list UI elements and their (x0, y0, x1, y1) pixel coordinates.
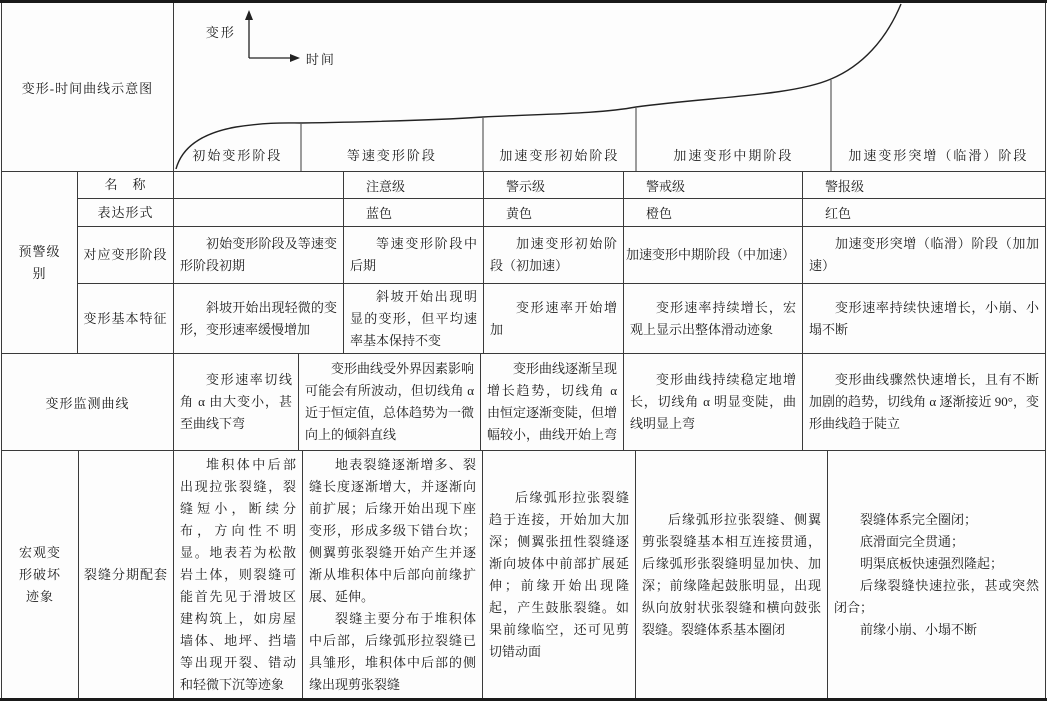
warning-group-label: 预警级别 (18, 243, 61, 281)
row-label-name: 名 称 (104, 177, 147, 192)
color-cell-2: 蓝色 (343, 199, 483, 226)
paragraph: 裂缝体系完全圈闭； (860, 511, 978, 527)
feature-cell-1: 斜坡开始出现轻微的变形，变形速率缓慢增加 (173, 284, 343, 353)
paragraph: 后缘弧形拉张裂缝、侧翼剪张裂缝基本相互连接贯通，后缘弧形张裂缝明显加快、加深；前缘隆起鼓胀明显，出现纵向放射状张裂缝和横向鼓张裂缝。裂缝体系基本圈闭 (642, 511, 821, 637)
y-axis-arrow (245, 10, 253, 20)
crack-cell-1 (173, 451, 302, 698)
paragraph: 前缘小崩、小塌不断 (860, 621, 978, 637)
name-cell-5: 警报级 (802, 172, 1045, 198)
macro-group-label: 宏观变形破坏迹象 (18, 544, 61, 604)
deformation-time-plot (173, 3, 1045, 171)
monitoring-curve-row (2, 353, 1045, 450)
warning-name-row (78, 172, 1045, 198)
paragraph: 明渠底板快速强烈隆起； (860, 555, 1004, 571)
stage-label-accel-early: 加速变形初始阶段 (499, 148, 620, 163)
color-cell-3: 黄色 (483, 199, 623, 226)
stage-cell-4: 加速变形中期阶段（中加速） (623, 227, 802, 283)
paragraph: 底滑面完全贯通； (860, 533, 965, 549)
crack-cell-5 (827, 451, 1045, 698)
stage-label-constant: 等速变形阶段 (346, 148, 437, 163)
paragraph: 后缘弧形拉张裂缝趋于连接，开始加大加深；侧翼张扭性裂缝逐渐向坡体中前部扩展延伸；前缘开始出现隆起，产生鼓胀裂缝。如果前缘临空，还可见剪切错动面 (489, 489, 629, 659)
name-cell-1 (173, 172, 343, 198)
color-cell-5: 红色 (802, 199, 1045, 226)
paragraph: 裂缝主要分布于堆积体中后部，后缘弧形拉裂缝已具雏形，堆积体中后部的侧缘出现剪张裂缝 (309, 610, 476, 692)
crack-cell-2 (302, 451, 482, 698)
y-axis-label: 变形 (205, 25, 236, 40)
diagram-row-label: 变形-时间曲线示意图 (21, 80, 154, 96)
row-label-expression: 表达形式 (97, 204, 154, 220)
crack-cell-4 (635, 451, 827, 698)
table-frame (1, 3, 1046, 698)
name-cell-4: 警戒级 (623, 172, 802, 198)
name-cell-3: 警示级 (483, 172, 623, 198)
paragraph: 堆积体中后部出现拉张裂缝，裂缝短小，断续分布，方向性不明显。地表若为松散岩土体，则裂缝可能首先见于滑坡区建构筑上，如房屋墙体、地坪、挡墙等出现开裂、错动和轻微下沉等迹象 (180, 456, 296, 692)
color-cell-4: 橙色 (623, 199, 802, 226)
stage-label-accel-mid: 加速变形中期阶段 (673, 148, 794, 163)
feature-cell-3: 变形速率开始增加 (483, 284, 623, 353)
feature-cell-5: 变形速率持续快速增长，小崩、小塌不断 (802, 284, 1045, 353)
stage-label-accel-surge: 加速变形突增（临滑）阶段 (848, 148, 1029, 163)
monitor-cell-4: 变形曲线持续稳定地增长，切线角 α 明显变陡，曲线明显上弯 (623, 354, 802, 450)
x-axis-label: 时间 (305, 52, 336, 67)
stage-label-initial: 初始变形阶段 (192, 148, 283, 163)
stage-cell-1: 初始变形阶段及等速变形阶段初期 (173, 227, 343, 283)
stage-cell-3: 加速变形初始阶段（初加速） (483, 227, 623, 283)
paragraph: 后缘裂缝快速拉张，甚或突然闭合； (834, 577, 1039, 615)
macro-signs-row (2, 450, 1045, 698)
stage-cell-2: 等速变形阶段中后期 (343, 227, 483, 283)
color-cell-1 (173, 199, 343, 226)
warning-color-row (78, 198, 1045, 226)
paragraph: 地表裂缝逐渐增多、裂缝长度逐渐增大，并逐渐向前扩展；后缘开始出现下座变形，形成多级下错台坎；侧翼剪张裂缝开始产生并逐渐从堆积体中后部向前缘扩展、延伸。 (309, 456, 476, 604)
warning-group-body (77, 172, 1045, 353)
corresponding-stage-row (78, 226, 1045, 283)
warning-level-group (2, 171, 1045, 353)
feature-cell-2: 斜坡开始出现明显的变形，但平均速率基本保持不变 (343, 284, 483, 353)
row-label-monitoring-curve: 变形监测曲线 (45, 395, 130, 411)
stage-cell-5: 加速变形突增（临滑）阶段（加加速） (802, 227, 1045, 283)
monitor-cell-3: 变形曲线逐渐呈现增长趋势，切线角 α 由恒定逐渐变陡，但增幅较小，曲线开始上弯 (480, 354, 623, 450)
row-label-corresponding-stage: 对应变形阶段 (83, 247, 168, 262)
x-axis-arrow (290, 54, 300, 62)
monitor-cell-1: 变形速率切线角 α 由大变小，甚至曲线下弯 (173, 354, 298, 450)
monitor-cell-2: 变形曲线受外界因素影响可能会有所波动，但切线角 α 近于恒定值，总体趋势为一微向上的倾斜直线 (298, 354, 480, 450)
diagram-row (2, 3, 1045, 171)
basic-characteristics-row (78, 283, 1045, 353)
row-label-basic-characteristics: 变形基本特征 (83, 310, 168, 326)
feature-cell-4: 变形速率持续增长，宏观上显示出整体滑动迹象 (623, 284, 802, 353)
name-cell-2: 注意级 (343, 172, 483, 198)
crack-cell-3 (482, 451, 635, 698)
monitor-cell-5: 变形曲线骤然快速增长，且有不断加剧的趋势，切线角 α 逐渐接近 90°，变形曲线趋于陡立 (802, 354, 1045, 450)
row-label-crack-staging: 裂缝分期配套 (78, 451, 173, 698)
